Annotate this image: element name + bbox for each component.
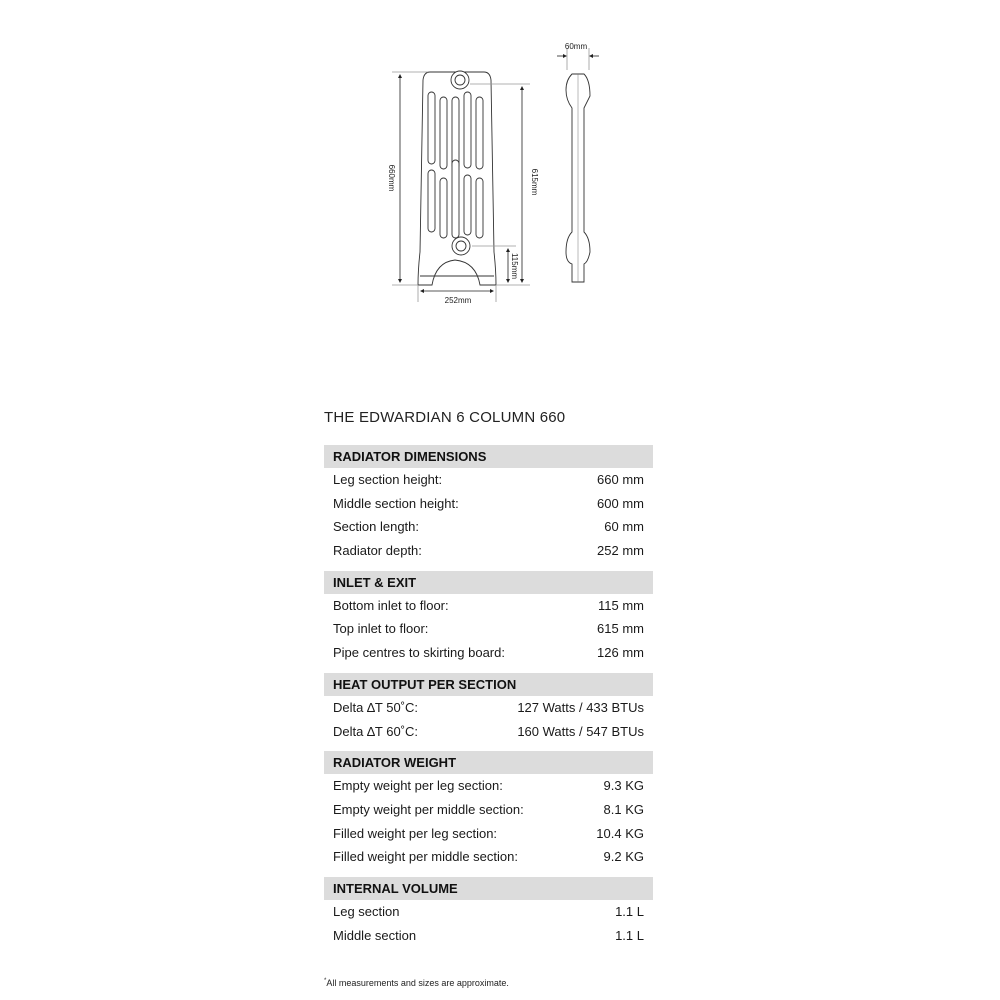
spec-group-heading: INTERNAL VOLUME bbox=[324, 877, 653, 900]
spec-row-value: 600 mm bbox=[597, 495, 644, 511]
spec-row-value: 252 mm bbox=[597, 543, 644, 559]
specification-table bbox=[324, 445, 653, 955]
spec-row-label: Section length: bbox=[333, 519, 420, 535]
spec-row-label: Leg section height: bbox=[333, 472, 443, 487]
spec-row-label: Empty weight per leg section: bbox=[333, 778, 503, 794]
height-660-label: 660mm bbox=[387, 164, 396, 192]
spec-group bbox=[324, 877, 653, 947]
spec-row bbox=[324, 900, 653, 924]
spec-row-value: 127 Watts / 433 BTUs bbox=[517, 699, 644, 715]
spec-row-value: 9.3 KG bbox=[603, 778, 644, 794]
spec-row bbox=[324, 798, 653, 822]
radiator-technical-drawing bbox=[0, 0, 1000, 330]
spec-row bbox=[324, 617, 653, 641]
spec-row bbox=[324, 774, 653, 798]
spec-row-value: 8.1 KG bbox=[603, 801, 644, 817]
spec-row-label: Bottom inlet to floor: bbox=[333, 597, 449, 613]
spec-group-heading: HEAT OUTPUT PER SECTION bbox=[324, 673, 653, 696]
top-inlet-615-label: 615mm bbox=[530, 168, 539, 196]
spec-row-label: Radiator depth: bbox=[333, 543, 422, 559]
spec-row-value: 126 mm bbox=[597, 645, 644, 661]
spec-row bbox=[324, 492, 653, 516]
product-title: THE EDWARDIAN 6 COLUMN 660 bbox=[324, 409, 566, 426]
spec-row-label: Filled weight per middle section: bbox=[333, 849, 518, 865]
spec-row bbox=[324, 515, 653, 539]
spec-row-value: 660 mm bbox=[597, 472, 644, 487]
spec-row bbox=[324, 924, 653, 948]
spec-row bbox=[324, 822, 653, 846]
spec-row-value: 160 Watts / 547 BTUs bbox=[517, 723, 644, 739]
spec-row-label: Leg section bbox=[333, 903, 400, 919]
footnote-text: All measurements and sizes are approximate. bbox=[326, 978, 509, 988]
spec-group bbox=[324, 445, 653, 563]
spec-row bbox=[324, 468, 653, 492]
spec-group-heading: RADIATOR DIMENSIONS bbox=[324, 445, 653, 468]
spec-row-value: 615 mm bbox=[597, 621, 644, 637]
section-length-60-label: 60mm bbox=[564, 42, 588, 51]
spec-row-label: Pipe centres to skirting board: bbox=[333, 645, 505, 661]
spec-row-label: Empty weight per middle section: bbox=[333, 801, 524, 817]
spec-row bbox=[324, 539, 653, 563]
spec-group bbox=[324, 571, 653, 665]
bottom-inlet-115-label: 115mm bbox=[510, 252, 519, 280]
spec-row-label: Middle section height: bbox=[333, 495, 459, 511]
spec-row-label: Top inlet to floor: bbox=[333, 621, 429, 637]
spec-row-label: Middle section bbox=[333, 927, 417, 943]
spec-row-value: 1.1 L bbox=[615, 927, 644, 943]
spec-row bbox=[324, 696, 653, 720]
spec-row-value: 60 mm bbox=[604, 519, 644, 535]
spec-row bbox=[324, 641, 653, 665]
spec-row-value: 10.4 KG bbox=[596, 825, 644, 841]
spec-group bbox=[324, 751, 653, 869]
spec-row-label: Delta ∆T 60˚C: bbox=[333, 723, 419, 739]
footnote bbox=[324, 978, 509, 988]
spec-row-label: Filled weight per leg section: bbox=[333, 825, 498, 841]
spec-row bbox=[324, 720, 653, 744]
spec-row-label: Delta ∆T 50˚C: bbox=[333, 699, 419, 715]
spec-row bbox=[324, 845, 653, 869]
spec-row-value: 9.2 KG bbox=[603, 849, 644, 865]
radiator-front-view bbox=[418, 71, 496, 285]
spec-group bbox=[324, 673, 653, 743]
spec-row-value: 115 mm bbox=[598, 597, 644, 613]
radiator-side-view bbox=[566, 74, 590, 282]
spec-group-heading: INLET & EXIT bbox=[324, 571, 653, 594]
spec-row bbox=[324, 594, 653, 618]
width-252-label: 252mm bbox=[444, 296, 472, 305]
spec-row-value: 1.1 L bbox=[615, 903, 644, 919]
spec-group-heading: RADIATOR WEIGHT bbox=[324, 751, 653, 774]
footnote-marker: * bbox=[324, 978, 327, 984]
